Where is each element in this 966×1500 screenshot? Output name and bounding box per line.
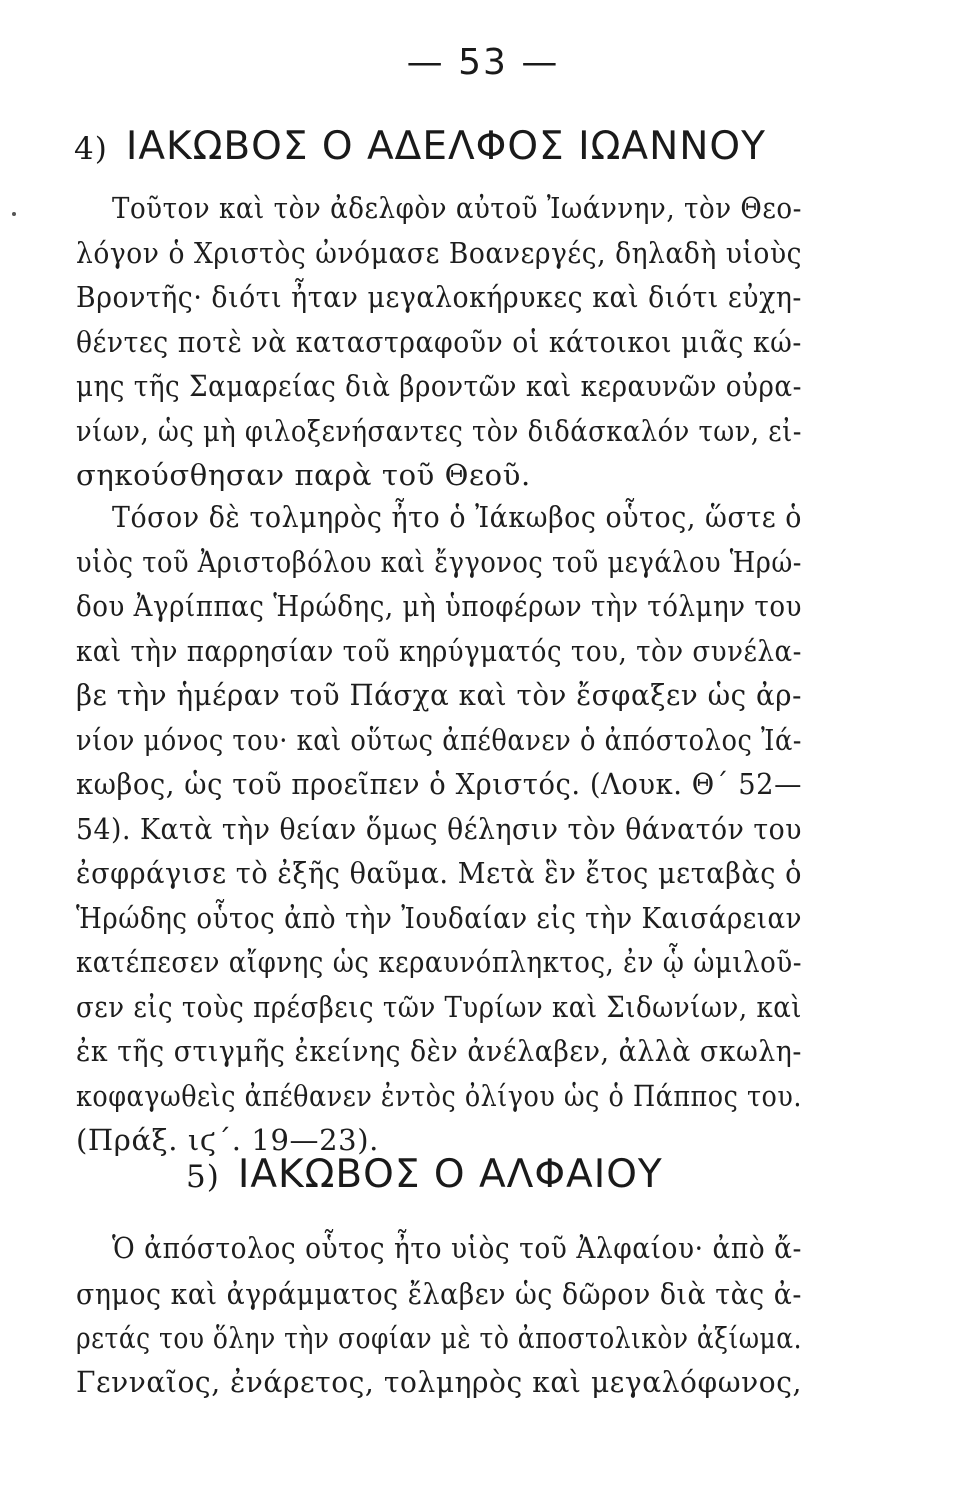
text-line: Βροντῆς· διότι ἦταν μεγαλοκήρυκες καὶ διότι εὐχη- [76,280,802,314]
text-line: κατέπεσεν αἴφνης ὡς κεραυνόπληκτος, ἐν ᾧ ὡμιλοῦ- [76,945,803,979]
section-number: 4) [74,131,108,167]
text-line: Γενναῖος, ἐνάρετος, τολμηρὸς καὶ μεγαλόφωνος, [76,1365,803,1399]
text-line: σηκούσθησαν παρὰ τοῦ Θεοῦ. [76,458,531,492]
section-title: ΙΑΚΩΒΟΣ Ο ΑΛΦΑΙΟΥ [237,1152,663,1197]
text-line: ἐσφράγισε τὸ ἐξῆς θαῦμα. Μετὰ ἓν ἔτος μεταβὰς ὁ [76,856,803,890]
margin-speck [12,212,16,216]
text-line: καὶ τὴν παρρησίαν τοῦ κηρύγματός του, τὸν συνέλα- [76,634,802,668]
section-title: ΙΑΚΩΒΟΣ Ο ΑΔΕΛΦΟΣ ΙΩΑΝΝΟΥ [125,124,766,169]
text-line: Ὁ ἀπόστολος οὗτος ἦτο υἱὸς τοῦ Ἀλφαίου· ἀπὸ ἄ- [112,1231,803,1265]
text-line: θέντες ποτὲ νὰ καταστραφοῦν οἱ κάτοικοι μιᾶς κώ- [76,325,802,359]
section-heading-4 [74,124,766,169]
text-line: σεν εἰς τοὺς πρέσβεις τῶν Τυρίων καὶ Σιδωνίων, καὶ [76,990,802,1024]
section-heading-5 [186,1152,663,1197]
text-line: νίον μόνος του· καὶ οὕτως ἀπέθανεν ὁ ἀπόστολος Ἰά- [76,723,803,757]
text-line: Τόσον δὲ τολμηρὸς ἦτο ὁ Ἰάκωβος οὗτος, ὥστε ὁ [112,500,802,534]
text-line: δου Ἀγρίππας Ἡρώδης, μὴ ὑποφέρων τὴν τόλμην του [76,589,802,623]
page-number: — 53 — [406,42,560,83]
text-line: σημος καὶ ἀγράμματος ἔλαβεν ὡς δῶρον διὰ τὰς ἀ- [76,1277,802,1311]
text-line: Ἡρώδης οὗτος ἀπὸ τὴν Ἰουδαίαν εἰς τὴν Καισάρειαν [76,901,803,935]
text-line: βε τὴν ἡμέραν τοῦ Πάσχα καὶ τὸν ἔσφαξεν ὡς ἀρ- [76,678,802,712]
text-line: λόγον ὁ Χριστὸς ὠνόμασε Βοανεργές, δηλαδὴ υἱοὺς [76,236,803,270]
text-line: υἱὸς τοῦ Ἀριστοβόλου καὶ ἔγγονος τοῦ μεγάλου Ἡρώ- [76,545,802,579]
text-line: 54). Κατὰ τὴν θείαν ὅμως θέλησιν τὸν θάνατόν του [76,812,803,846]
text-line: μης τῆς Σαμαρείας διὰ βροντῶν καὶ κεραυνῶν οὐρα- [76,369,803,403]
text-line: κοφαγωθεὶς ἀπέθανεν ἐντὸς ὀλίγου ὡς ὁ Πάππος του. [76,1079,802,1113]
text-line: νίων, ὡς μὴ φιλοξενήσαντες τὸν διδάσκαλόν των, εἰ- [76,414,803,448]
section-number: 5) [186,1159,220,1195]
text-line: (Πράξ. ιϛ΄. 19—23). [76,1123,379,1157]
text-line: ρετάς του ὅλην τὴν σοφίαν μὲ τὸ ἀποστολικὸν ἀξίωμα. [76,1321,803,1355]
text-line: ἐκ τῆς στιγμῆς ἐκείνης δὲν ἀνέλαβεν, ἀλλὰ σκωλη- [76,1034,802,1068]
text-line: κωβος, ὡς τοῦ προεῖπεν ὁ Χριστός. (Λουκ. Θ΄ 52— [76,767,803,801]
text-line: Τοῦτον καὶ τὸν ἀδελφὸν αὐτοῦ Ἰωάννην, τὸν Θεο- [112,191,803,225]
